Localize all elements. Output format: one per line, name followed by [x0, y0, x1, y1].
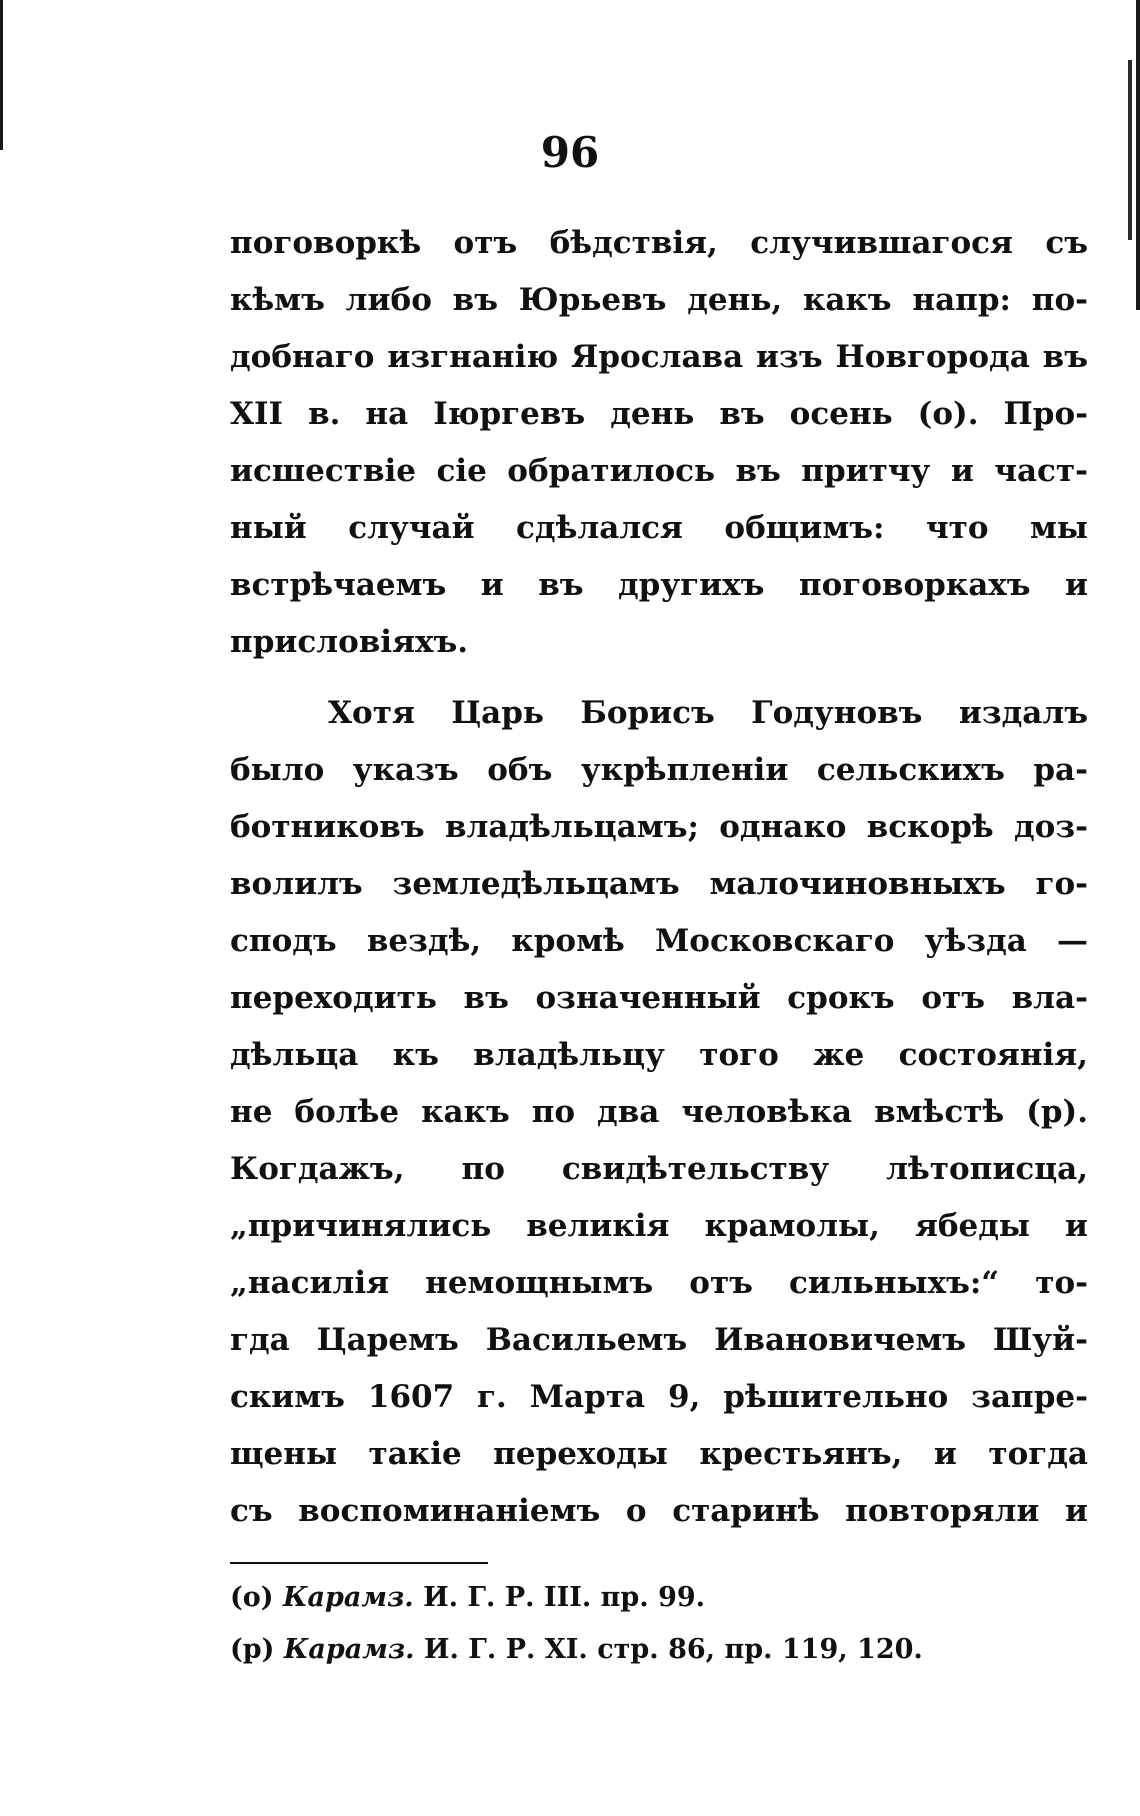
- text-line: скимъ 1607 г. Марта 9, рѣшительно запре-: [230, 1379, 1088, 1415]
- text-line: волилъ земледѣльцамъ малочиновныхъ го-: [230, 866, 1088, 902]
- text-line: Когдажъ, по свидѣтельству лѣтописца,: [230, 1151, 1088, 1187]
- text-line: щены такіе переходы крестьянъ, и тогда: [230, 1436, 1088, 1472]
- footnote-mark: (р): [230, 1634, 275, 1665]
- footnote: [230, 1572, 1088, 1624]
- text-line: присловіяхъ.: [230, 624, 469, 660]
- footnote: [230, 1624, 1088, 1676]
- text-line: было указъ объ укрѣпленіи сельскихъ ра-: [230, 752, 1088, 788]
- text-line: гда Царемъ Васильемъ Ивановичемъ Шуй-: [230, 1322, 1088, 1358]
- footnote-source: Карамз.: [283, 1634, 415, 1665]
- text-line: съ воспоминаніемъ о старинѣ повторяли и: [230, 1493, 1088, 1529]
- text-line: ный случай сдѣлался общимъ: что мы: [230, 510, 1088, 546]
- text-line: дѣльца къ владѣльцу того же состоянія,: [230, 1037, 1088, 1073]
- text-line: переходить въ означенный срокъ отъ вла-: [230, 980, 1088, 1016]
- text-line: исшествіе сіе обратилось въ притчу и част-: [230, 453, 1088, 489]
- footnote-source: Карамз.: [282, 1582, 414, 1613]
- footnote-mark: (о): [230, 1582, 274, 1613]
- body-text: [230, 215, 1088, 1540]
- text-line: сподъ вездѣ, кромѣ Московскаго уѣзда —: [230, 923, 1088, 959]
- text-line: встрѣчаемъ и въ другихъ поговоркахъ и: [230, 567, 1088, 603]
- text-line: добнаго изгнанію Ярослава изъ Новгорода въ: [230, 339, 1088, 375]
- text-line: Хотя Царь Борисъ Годуновъ издалъ: [328, 695, 1088, 731]
- text-line: XII в. на Іюргевъ день въ осень (о). Про-: [230, 396, 1088, 432]
- text-line: кѣмъ либо въ Юрьевъ день, какъ напр: по-: [230, 282, 1088, 318]
- footnote-rule: [230, 1562, 488, 1564]
- text-line: не болѣе какъ по два человѣка вмѣстѣ (р).: [230, 1094, 1088, 1130]
- text-line: поговоркѣ отъ бѣдствія, случившагося съ: [230, 225, 1088, 261]
- page-number: 96: [540, 128, 600, 177]
- text-line: „причинялись великія крамолы, ябеды и: [230, 1208, 1088, 1244]
- footnote-text: И. Г. Р. III. пр. 99.: [423, 1582, 706, 1613]
- text-line: „насилія немощнымъ отъ сильныхъ:“ то-: [230, 1265, 1088, 1301]
- footnotes: [230, 1572, 1088, 1676]
- footnote-text: И. Г. Р. XI. стр. 86, пр. 119, 120.: [423, 1634, 923, 1665]
- text-line: ботниковъ владѣльцамъ; однако вскорѣ доз-: [230, 809, 1088, 845]
